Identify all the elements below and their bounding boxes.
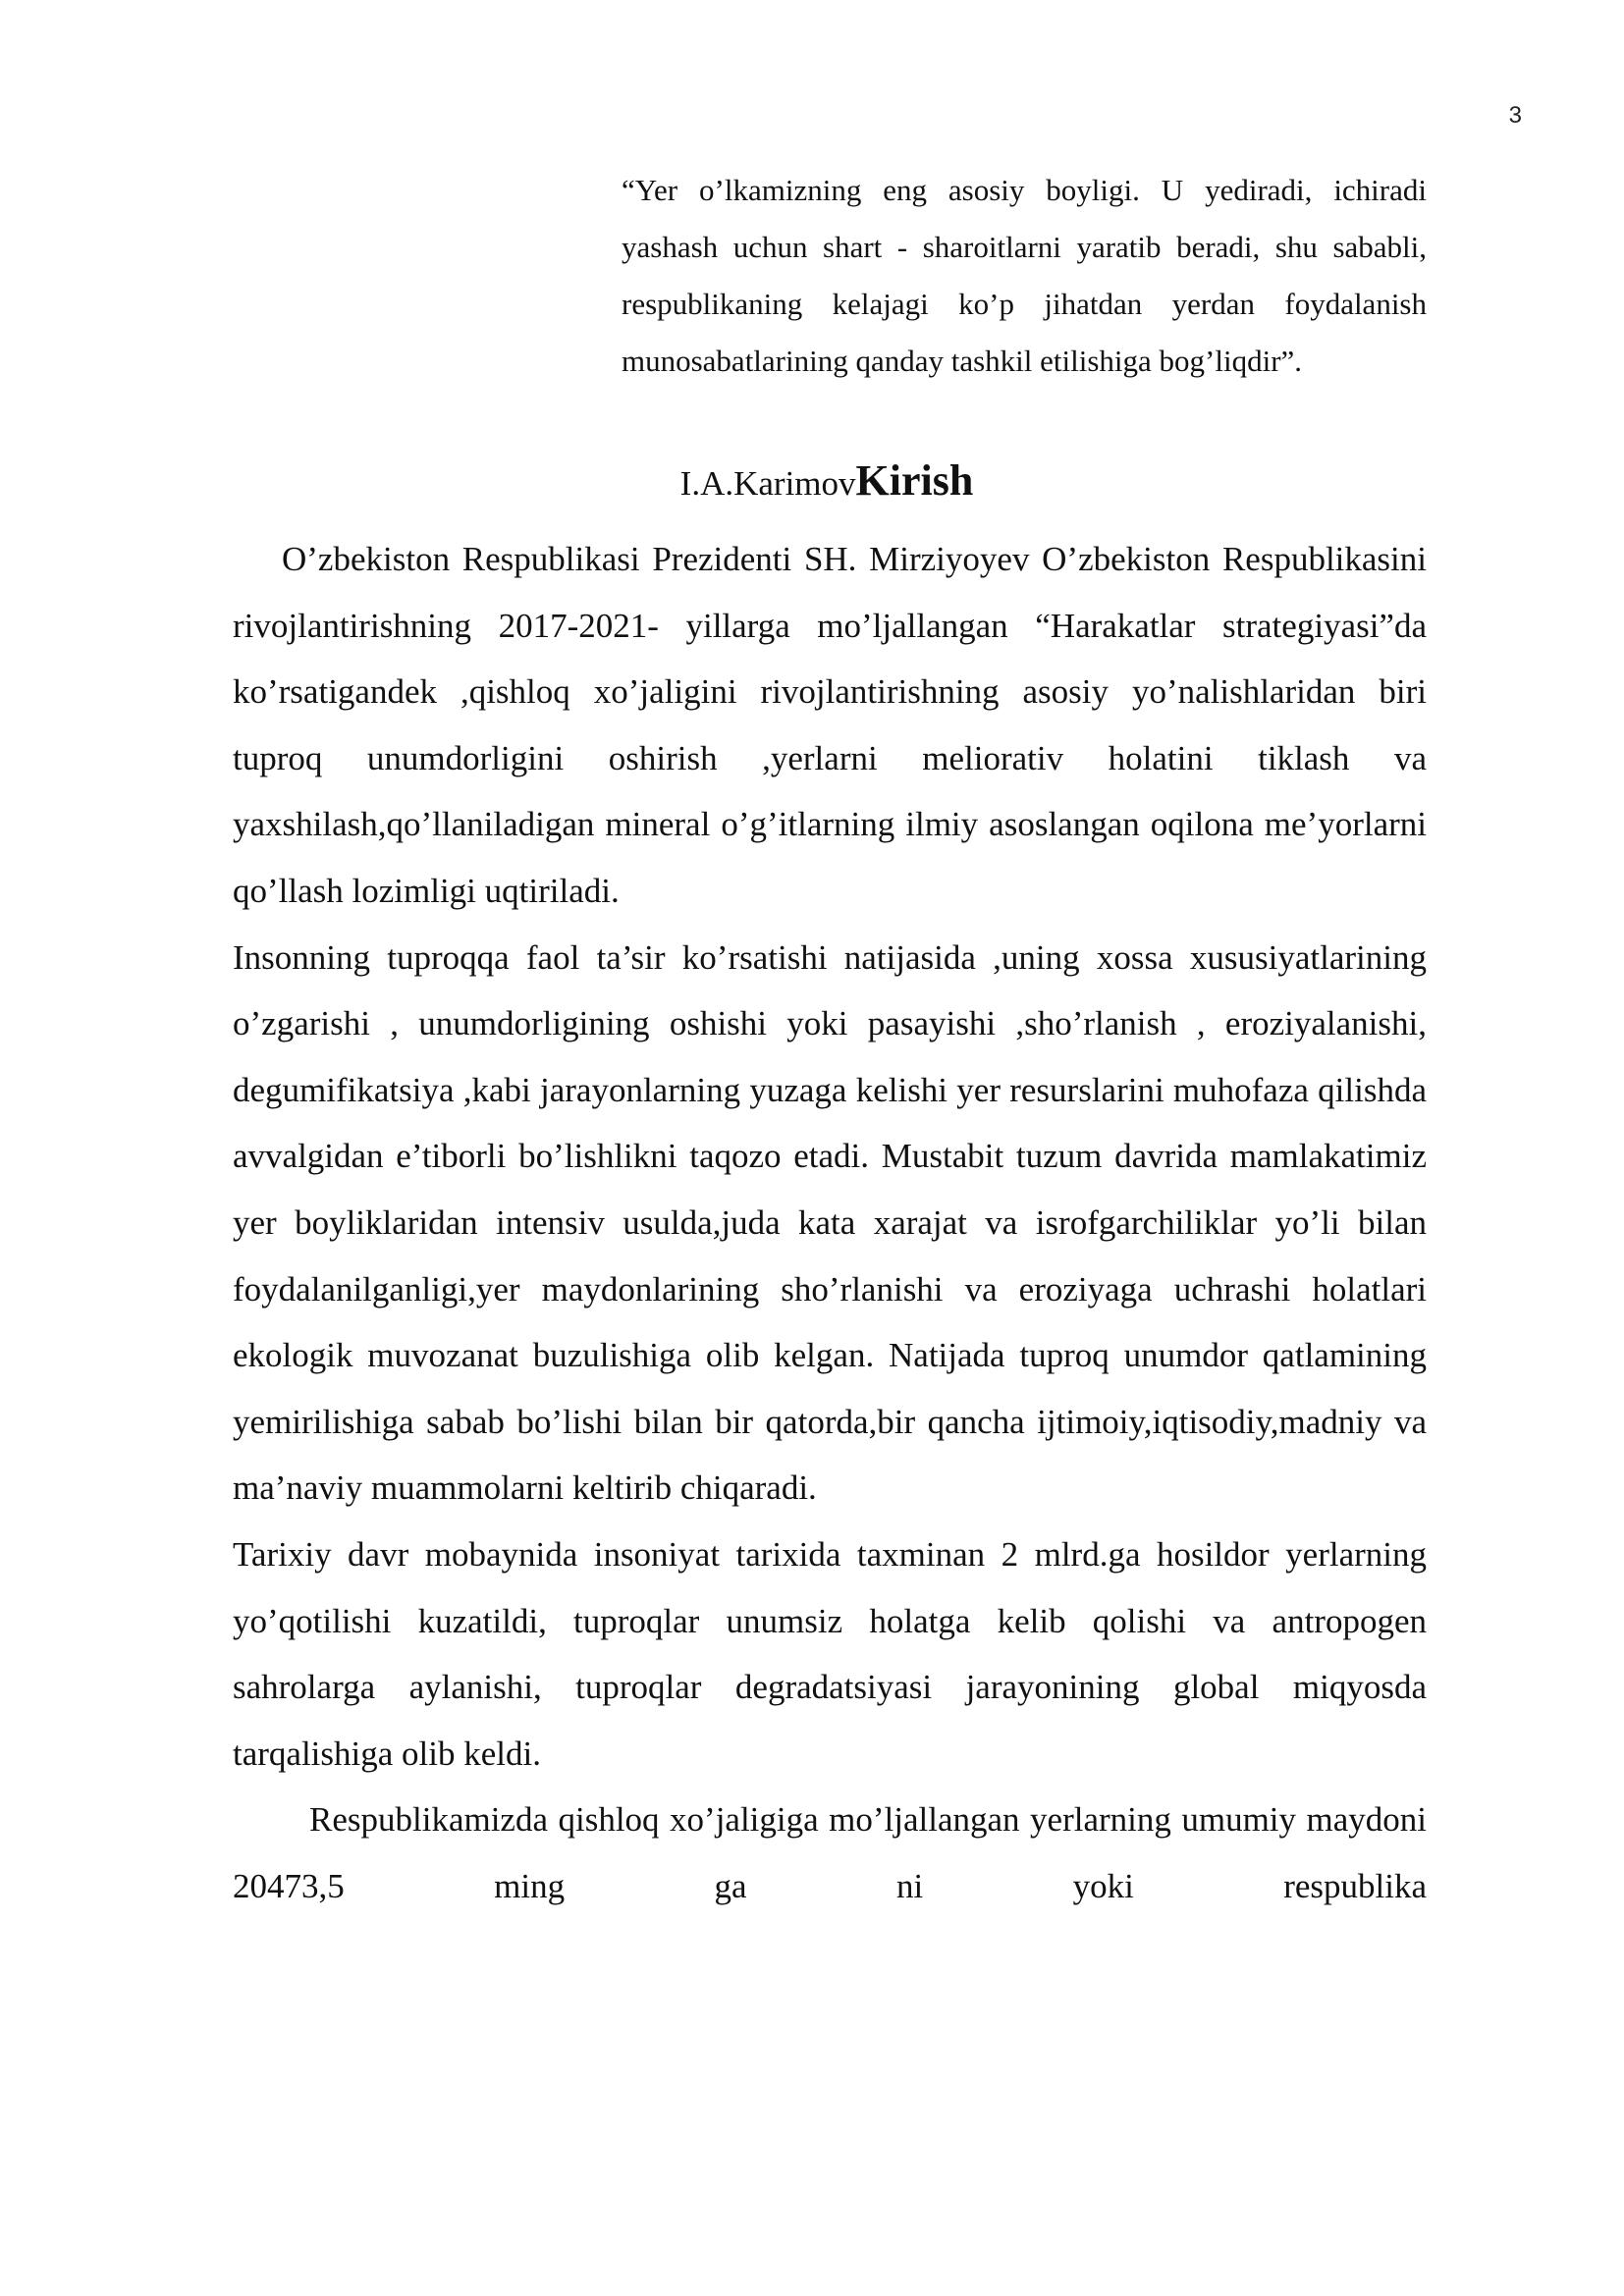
epigraph-quote: “Yer o’lkamizning eng asosiy boyligi. U yediradi, ichiradi yashash uchun shart - sharoitlarni yaratib beradi, shu sababli, respublikaning kelajagi ko’p jihatdan yerdan foydalanish munosabatlarining qanday tashkil etilishiga bog’liqdir”. (622, 173, 1427, 378)
body-text (233, 526, 1427, 1919)
paragraph-republic: Respublikamizda qishloq xo’jaligiga mo’ljallangan yerlarning umumiy maydoni 20473,5 ming ga ni yoki respublika (233, 1800, 1427, 1905)
page-number: 3 (1508, 102, 1522, 129)
heading-line (0, 452, 1624, 513)
section-title: Kirish (855, 456, 974, 505)
epigraph-author: I.A.Karimov (679, 464, 856, 503)
paragraph-intro: O’zbekiston Respublikasi Prezidenti SH. Mirziyoyev O’zbekiston Respublikasini rivojlantirishning 2017-2021- yillarga mo’ljallangan “Harakatlar strategiyasi”da ko’rsatigandek ,qishloq xo’jaligini rivojlantirishning asosiy yo’nalishlaridan biri tuproq unumdorligini oshirish ,yerlarni meliorativ holatini tiklash va yaxshilash,qo’llaniladigan mineral o’g’itlarning ilmiy asoslangan oqilona me’yorlarni qo’llash lozimligi uqtiriladi. (233, 540, 1427, 910)
paragraph-history: Tarixiy davr mobaynida insoniyat tarixida taxminan 2 mlrd.ga hosildor yerlarning yo’qotilishi kuzatildi, tuproqlar unumsiz holatga kelib qolishi va antropogen sahrolarga aylanishi, tuproqlar degradatsiyasi jarayonining global miqyosda tarqalishiga olib keldi. (233, 1534, 1427, 1773)
paragraph-human-impact: Insonning tuproqqa faol ta’sir ko’rsatishi natijasida ,uning xossa xususiyatlarining o’zgarishi , unumdorligining oshishi yoki pasayishi ,sho’rlanish , eroziyalanishi, degumifikatsiya ,kabi jarayonlarning yuzaga kelishi yer resurslarini muhofaza qilishda avvalgidan e’tiborli bo’lishlikni taqozo etadi. Mustabit tuzum davrida mamlakatimiz yer boyliklaridan intensiv usulda,juda kata xarajat va isrofgarchiliklar yo’li bilan foydalanilganligi,yer maydonlarining sho’rlanishi va eroziyaga uchrashi holatlari ekologik muvozanat buzulishiga olib kelgan. Natijada tuproq unumdor qatlamining yemirilishiga sabab bo’lishi bilan bir qatorda,bir qancha ijtimoiy,iqtisodiy,madniy va ma’naviy muammolarni keltirib chiqaradi. (233, 937, 1427, 1508)
